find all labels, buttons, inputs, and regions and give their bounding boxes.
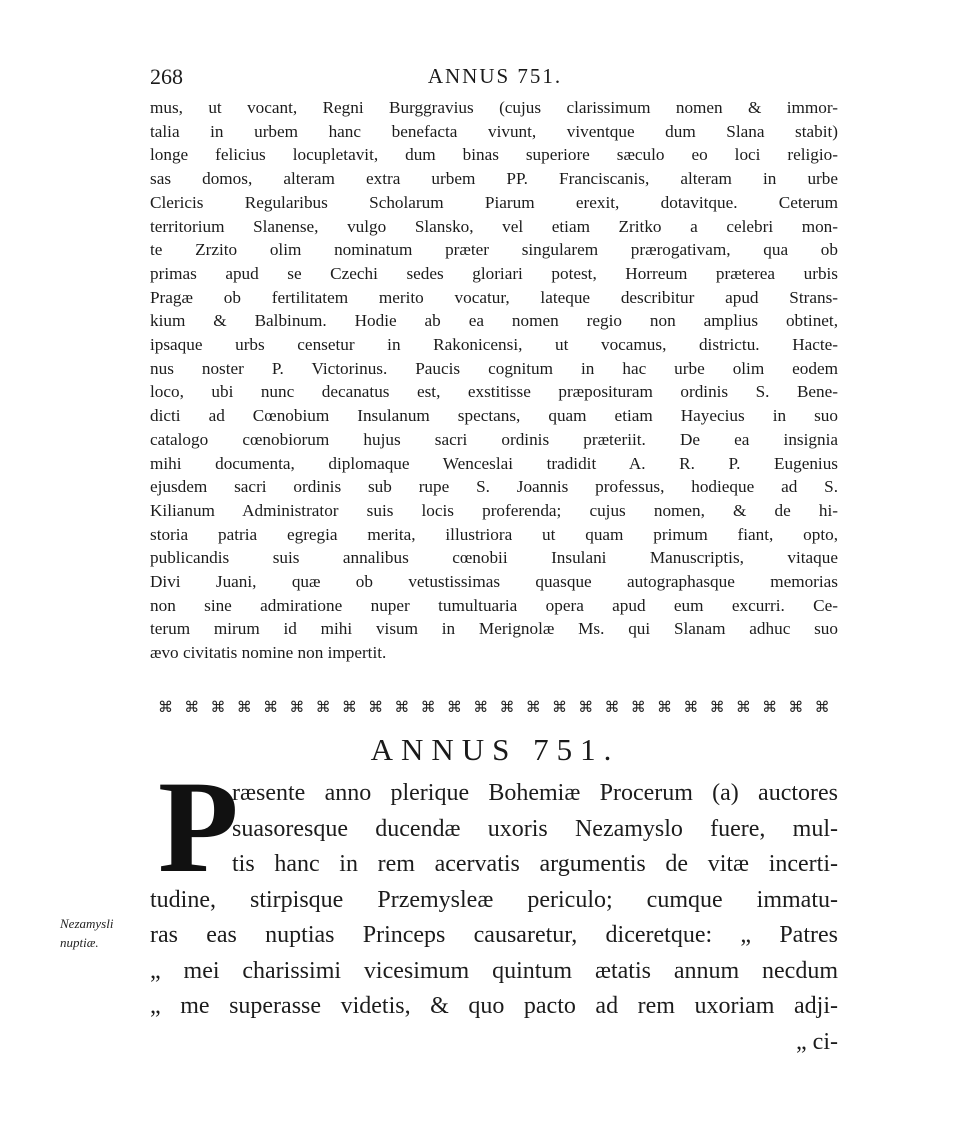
text-line: suasoresque ducendæ uxoris Nezamyslo fuere, mul-	[232, 815, 838, 842]
ornament-glyph: ⌘	[394, 698, 410, 716]
text-line: dicti ad Cœnobium Insulanum spectans, quam etiam Hayecius in suo	[150, 406, 838, 426]
section-heading: ANNUS 751.	[370, 732, 620, 767]
ornament-glyph: ⌘	[210, 698, 226, 716]
text-line: Clericis Regularibus Scholarum Piarum erexit, dotavitque. Ceterum	[150, 192, 838, 212]
marginal-note-line: nuptiæ.	[60, 935, 99, 950]
text-line: storia patria egregia merita, illustriora ut quam primum fiant, opto,	[150, 524, 838, 544]
text-line: catalogo cœnobiorum hujus sacri ordinis præteriit. De ea insignia	[150, 429, 838, 449]
text-line: primas apud se Czechi sedes gloriari potest, Horreum præterea urbis	[150, 263, 838, 283]
ornament-glyph: ⌘	[263, 698, 279, 716]
ornamental-divider	[158, 698, 830, 716]
ornament-glyph: ⌘	[315, 698, 331, 716]
section-body-text	[150, 776, 838, 1060]
text-line: talia in urbem hanc benefacta vivunt, viventque dum Slana stabit)	[150, 121, 838, 141]
text-line: mus, ut vocant, Regni Burggravius (cujus clarissimum nomen & immor-	[150, 98, 838, 117]
drop-cap: P	[158, 753, 239, 900]
text-line: loco, ubi nunc decanatus est, exstitisse præposituram ordinis S. Bene-	[150, 382, 838, 402]
ornament-glyph: ⌘	[184, 698, 200, 716]
text-line: Divi Juani, quæ ob vetustissimas quasque autographasque memorias	[150, 572, 838, 592]
ornament-glyph: ⌘	[788, 698, 804, 716]
ornament-glyph: ⌘	[473, 698, 489, 716]
ornament-glyph: ⌘	[604, 698, 620, 716]
text-line: ras eas nuptias Princeps causaretur, diceretque: „ Patres	[150, 922, 838, 948]
ornament-glyph: ⌘	[683, 698, 699, 716]
text-line: non sine admiratione nuper tumultuaria opera apud eum excurri. Ce-	[150, 595, 838, 615]
text-line: sas domos, alteram extra urbem PP. Franciscanis, alteram in urbe	[150, 169, 838, 189]
running-head	[150, 64, 840, 94]
text-line: ræsente anno plerique Bohemiæ Procerum (a) auctores	[232, 780, 838, 806]
marginal-note	[60, 914, 150, 952]
text-line: ipsaque urbs censetur in Rakonicensi, ut vocamus, districtu. Hacte-	[150, 335, 838, 355]
running-title: ANNUS 751.	[427, 64, 563, 88]
text-line: longe felicius locupletavit, dum binas superiore sæculo eo loci religio-	[150, 145, 838, 165]
marginal-note-line: Nezamysli	[60, 916, 114, 931]
ornament-glyph: ⌘	[368, 698, 384, 716]
catchword: „ ci-	[796, 1028, 838, 1055]
ornament-glyph: ⌘	[630, 698, 646, 716]
text-line: „ me superasse videtis, & quo pacto ad rem uxoriam adji-	[150, 993, 838, 1019]
text-line: Kilianum Administrator suis locis proferenda; cujus nomen, & de hi-	[150, 500, 838, 520]
ornament-glyph: ⌘	[735, 698, 751, 716]
text-line: territorium Slanense, vulgo Slansko, vel etiam Zritko a celebri mon-	[150, 216, 838, 236]
ornament-glyph: ⌘	[158, 698, 173, 716]
text-line: te Zrzito olim nominatum præter singularem prærogativam, qua ob	[150, 240, 838, 260]
text-line: kium & Balbinum. Hodie ab ea nomen regio non amplius obtinet,	[150, 311, 838, 331]
text-line: publicandis suis annalibus cœnobii Insulani Manuscriptis, vitaque	[150, 548, 838, 568]
ornament-glyph: ⌘	[551, 698, 567, 716]
ornament-glyph: ⌘	[420, 698, 436, 716]
text-line: tis hanc in rem acervatis argumentis de vitæ incerti-	[232, 851, 838, 877]
ornament-glyph: ⌘	[657, 698, 673, 716]
ornament-glyph: ⌘	[289, 698, 305, 716]
ornament-glyph: ⌘	[341, 698, 357, 716]
text-line: terum mirum id mihi visum in Merignolæ Ms. qui Slanam adhuc suo	[150, 619, 838, 639]
ornament-glyph: ⌘	[446, 698, 462, 716]
ornament-glyph: ⌘	[762, 698, 778, 716]
text-line: Pragæ ob fertilitatem merito vocatur, lateque describitur apud Strans-	[150, 287, 838, 307]
text-line: „ mei charissimi vicesimum quintum ætatis annum necdum	[150, 957, 838, 984]
ornament-glyph: ⌘	[525, 698, 541, 716]
text-line: ejusdem sacri ordinis sub rupe S. Joannis professus, hodieque ad S.	[150, 477, 838, 497]
page-number: 268	[150, 64, 183, 89]
ornament-glyph: ⌘	[814, 698, 830, 716]
text-line: ævo civitatis nomine non impertit.	[150, 643, 387, 663]
ornament-glyph: ⌘	[236, 698, 252, 716]
text-line: nus noster P. Victorinus. Paucis cognitum in hac urbe olim eodem	[150, 358, 838, 378]
text-line: tudine, stirpisque Przemysleæ periculo; cumque immatu-	[150, 886, 838, 913]
ornament-glyph: ⌘	[499, 698, 515, 716]
ornament-glyph: ⌘	[578, 698, 594, 716]
previous-section-text	[150, 96, 838, 665]
text-line: mihi documenta, diplomaque Wenceslai tradidit A. R. P. Eugenius	[150, 453, 838, 473]
ornament-glyph: ⌘	[709, 698, 725, 716]
